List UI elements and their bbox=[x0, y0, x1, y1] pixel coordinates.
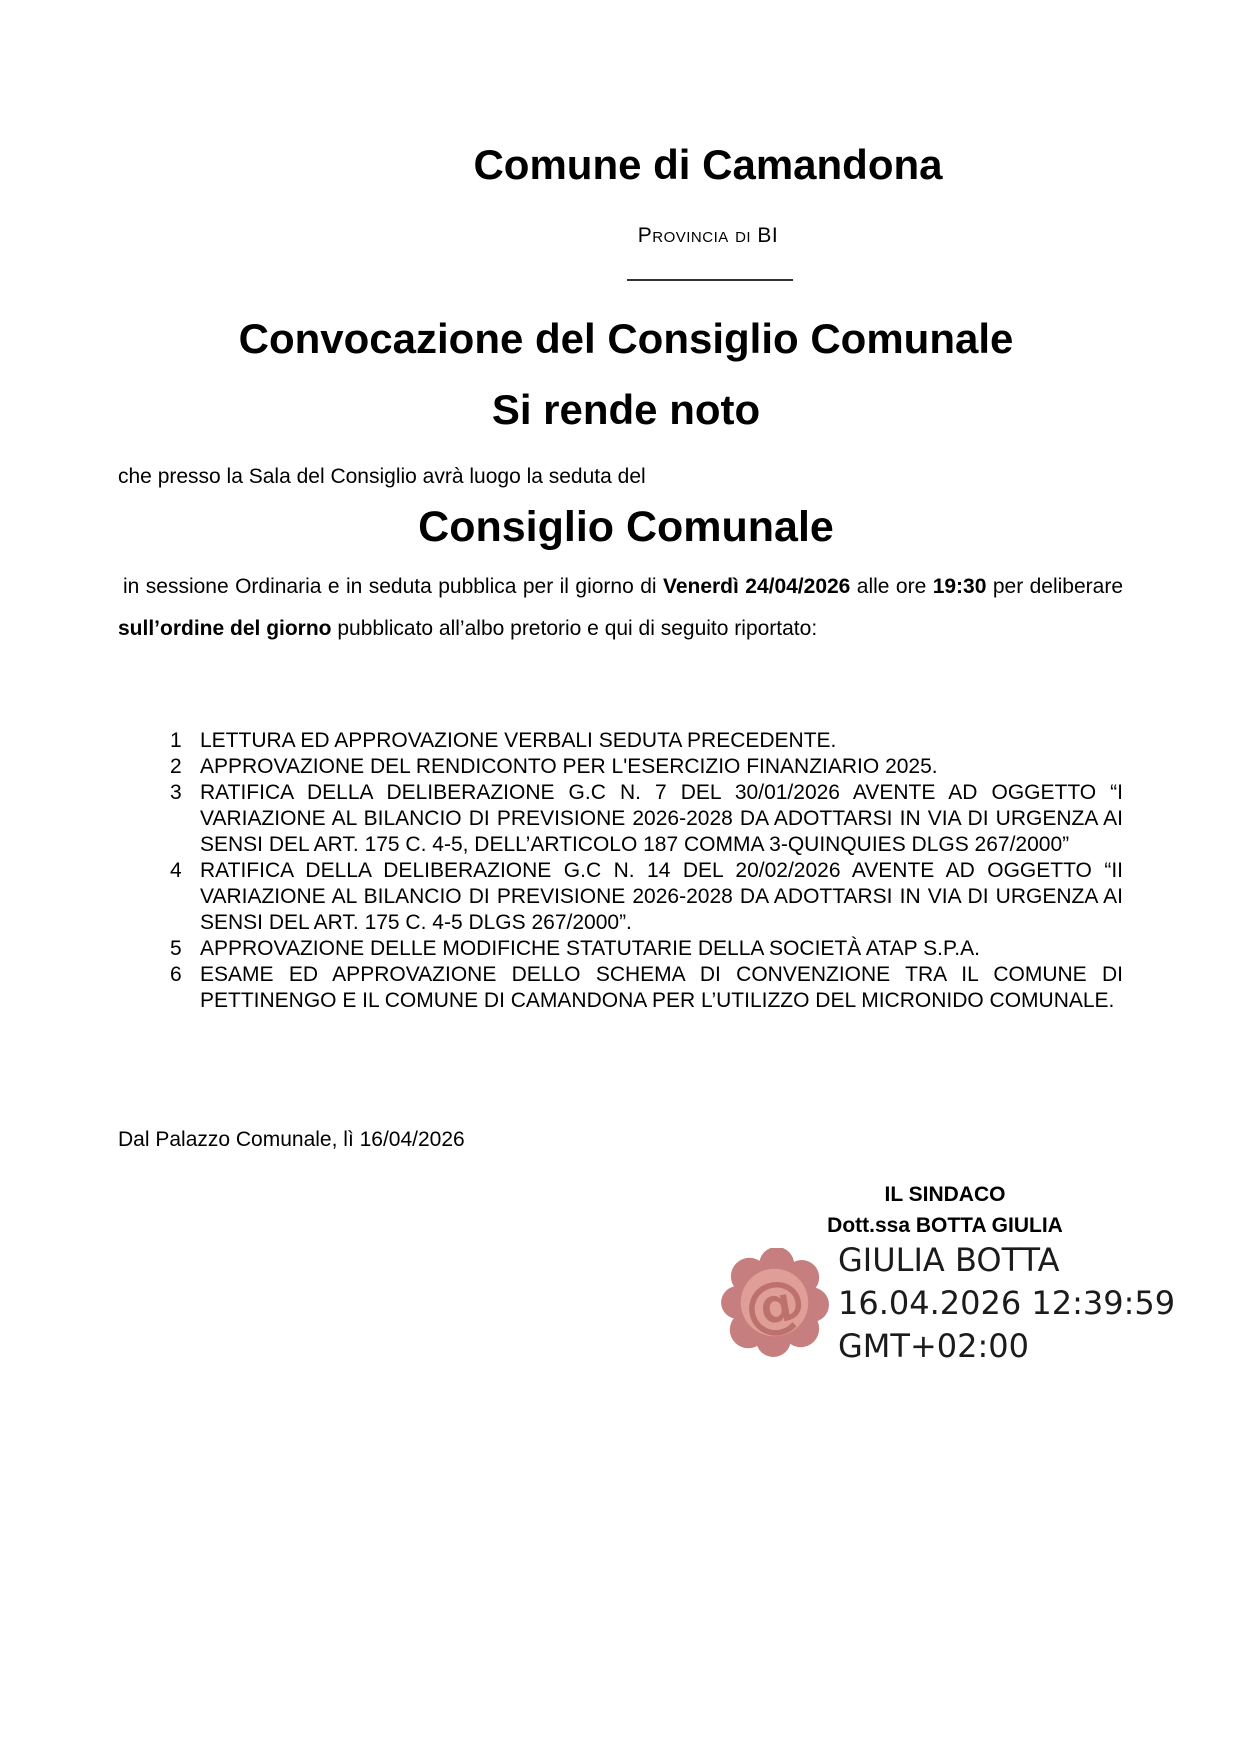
agenda-item-number: 2 bbox=[170, 755, 182, 778]
agenda-item-text: RATIFICA DELLA DELIBERAZIONE G.C N. 7 DEL 30/01/2026 AVENTE AD OGGETTO “I VARIAZIONE AL BILANCIO DI PREVISIONE 2026-2028 DA ADOTTARSI IN VIA DI URGENZA AI SENSI DEL ART. 175 C. 4-5, DELL’ARTICOLO 187 COMMA 3-QUINQUIES DLGS 267/2000” bbox=[200, 781, 1123, 856]
agenda-item bbox=[170, 780, 1123, 858]
agenda-list bbox=[170, 728, 1123, 1014]
stamp-timezone: GMT+02:00 bbox=[838, 1327, 1029, 1365]
agenda-item-number: 5 bbox=[170, 937, 182, 960]
agenda-item-text: APPROVAZIONE DEL RENDICONTO PER L'ESERCIZIO FINANZIARIO 2025. bbox=[200, 755, 938, 778]
agenda-item-number: 4 bbox=[170, 859, 182, 882]
agenda-item bbox=[170, 858, 1123, 936]
agenda-item bbox=[170, 962, 1123, 1014]
agenda-item-number: 6 bbox=[170, 963, 182, 986]
agenda-item bbox=[170, 728, 1123, 754]
stamp-signer-name: GIULIA BOTTA bbox=[838, 1241, 1060, 1279]
at-rosette-stamp-icon bbox=[717, 1248, 832, 1357]
digital-signature-text bbox=[838, 1239, 1198, 1368]
signature-name: Dott.ssa BOTTA GIULIA bbox=[827, 1214, 1063, 1237]
session-time: 19:30 bbox=[932, 575, 987, 598]
agenda-item-number: 3 bbox=[170, 781, 182, 804]
agenda-item-text: APPROVAZIONE DELLE MODIFICHE STATUTARIE DELLA SOCIETÀ ATAP S.P.A. bbox=[200, 937, 980, 960]
session-paragraph bbox=[118, 566, 1123, 650]
place-date-line: Dal Palazzo Comunale, lì 16/04/2026 bbox=[118, 1128, 465, 1151]
municipality-title: Comune di Camandona bbox=[473, 141, 943, 188]
session-agenda-ref: sull’ordine del giorno bbox=[118, 617, 332, 640]
agenda-item bbox=[170, 936, 1123, 962]
heading-council: Consiglio Comunale bbox=[418, 503, 834, 551]
agenda-item-text: ESAME ED APPROVAZIONE DELLO SCHEMA DI CONVENZIONE TRA IL COMUNE DI PETTINENGO E IL COMUNE DI CAMANDONA PER L’UTILIZZO DEL MICRONIDO COMUNALE. bbox=[200, 963, 1123, 1012]
province-subtitle: Provincia di BI bbox=[637, 224, 779, 247]
agenda-item-text: RATIFICA DELLA DELIBERAZIONE G.C N. 14 DEL 20/02/2026 AVENTE AD OGGETTO “II VARIAZIONE AL BILANCIO DI PREVISIONE 2026-2028 DA ADOTTARSI IN VIA DI URGENZA AI SENSI DEL ART. 175 C. 4-5 DLGS 267/2000”. bbox=[200, 859, 1123, 934]
agenda-item-number: 1 bbox=[170, 729, 182, 752]
signature-role: IL SINDACO bbox=[884, 1183, 1006, 1206]
at-icon: @ bbox=[738, 1264, 812, 1345]
session-text: alle ore bbox=[850, 575, 933, 598]
session-text: in sessione Ordinaria e in seduta pubblica per il giorno di bbox=[123, 575, 663, 598]
agenda-item bbox=[170, 754, 1123, 780]
session-text: pubblicato all’albo pretorio e qui di seguito riportato: bbox=[331, 617, 818, 640]
session-text: per deliberare bbox=[986, 575, 1123, 598]
heading-notice: Si rende noto bbox=[491, 386, 761, 433]
agenda-item-text: LETTURA ED APPROVAZIONE VERBALI SEDUTA PRECEDENTE. bbox=[200, 729, 837, 752]
intro-line: che presso la Sala del Consiglio avrà luogo la seduta del bbox=[118, 465, 646, 488]
heading-convocation: Convocazione del Consiglio Comunale bbox=[238, 315, 1014, 362]
header-divider bbox=[627, 279, 793, 281]
signature-block bbox=[745, 1179, 1145, 1241]
stamp-datetime: 16.04.2026 12:39:59 bbox=[838, 1284, 1176, 1322]
session-date: Venerdì 24/04/2026 bbox=[662, 575, 851, 598]
